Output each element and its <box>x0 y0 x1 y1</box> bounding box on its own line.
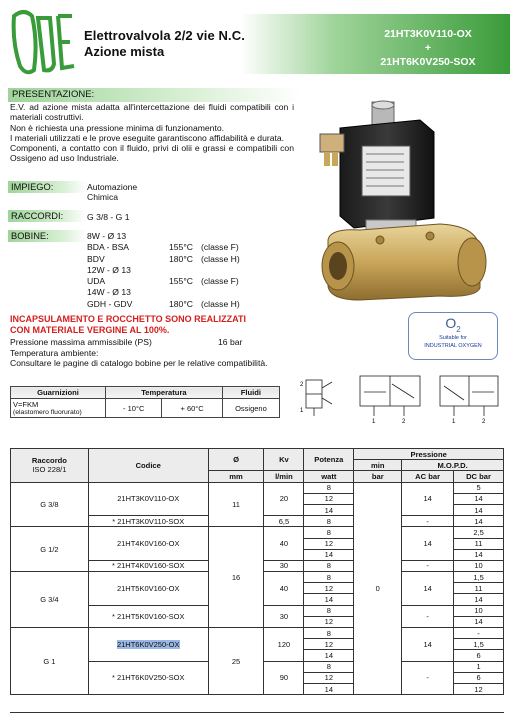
ac-bar-cell: 14 <box>402 628 454 662</box>
port-label: 2 <box>300 382 304 388</box>
codice-cell <box>88 572 208 606</box>
kv-cell: 40 <box>264 572 304 606</box>
dc-bar-cell: 14 <box>454 594 504 605</box>
label-impiego: IMPIEGO: <box>8 181 86 193</box>
coil-row <box>87 254 307 265</box>
max-pressure-value: 16 bar <box>218 337 243 347</box>
materials-row <box>11 399 280 418</box>
solenoid-valve-image <box>310 100 500 310</box>
col-mopd: M.O.P.D. <box>402 460 504 471</box>
watt-cell: 8 <box>304 628 354 639</box>
col-kv: Kv <box>264 449 304 471</box>
dc-bar-cell: 14 <box>454 549 504 560</box>
valve-schematic <box>292 368 504 424</box>
unit-mm: mm <box>208 471 264 482</box>
section-heading-presentazione: PRESENTAZIONE: <box>8 88 302 102</box>
watt-cell: 8 <box>304 572 354 583</box>
max-pressure-label: Pressione massima ammissibile (PS) <box>10 337 152 347</box>
table-row <box>11 628 504 639</box>
coil-name: GDH - GDV <box>87 298 133 309</box>
codice-cell <box>88 560 208 571</box>
dc-bar-cell: 1,5 <box>454 639 504 650</box>
seal-code: V=FKM <box>13 400 39 409</box>
models-table <box>10 448 504 695</box>
oxygen-symbol <box>409 315 497 334</box>
watt-cell: 8 <box>304 605 354 616</box>
max-pressure-row <box>10 337 310 348</box>
temp-min: - 10°C <box>106 399 162 418</box>
product-code-1: 21HT3K0V110-OX <box>384 28 472 40</box>
dc-bar-cell: 11 <box>454 538 504 549</box>
kv-cell: 30 <box>264 560 304 571</box>
seal-desc: (elastomero fluorurato) <box>13 409 82 416</box>
watt-cell: 8 <box>304 560 354 571</box>
port-label: 1 <box>372 419 376 424</box>
coil-temp <box>169 287 201 298</box>
material-warning <box>10 314 310 336</box>
pressure-info <box>10 337 310 369</box>
min-pressure-cell: 0 <box>354 482 402 695</box>
table-row <box>11 527 504 538</box>
coil-name: BDA - BSA <box>87 242 130 253</box>
coil-class <box>201 287 301 298</box>
unit-bar: bar <box>354 471 402 482</box>
codice-cell <box>88 661 208 695</box>
port-label: 1 <box>300 408 304 414</box>
dc-bar-cell: 10 <box>454 605 504 616</box>
dc-bar-cell: 2,5 <box>454 527 504 538</box>
codice-value: * 21HT4K0V160-SOX <box>111 561 185 571</box>
label-raccordi: RACCORDI: <box>8 210 86 222</box>
raccordo-cell: G 3/8 <box>11 482 89 527</box>
dc-bar-cell: 11 <box>454 583 504 594</box>
coil-class: (classe F) <box>201 242 239 253</box>
presentation-paragraph: E.V. ad azione mista adatta all'intercettazione dei fluidi compatibili con i materiali costruttivi. <box>10 102 294 123</box>
watt-cell: 14 <box>304 683 354 694</box>
presentation-text <box>10 102 294 164</box>
watt-cell: 14 <box>304 549 354 560</box>
dc-bar-cell: 6 <box>454 672 504 683</box>
dc-bar-cell: - <box>454 628 504 639</box>
dc-bar-cell: 14 <box>454 493 504 504</box>
ac-bar-cell: - <box>402 516 454 527</box>
kv-cell: 40 <box>264 527 304 561</box>
kv-cell: 90 <box>264 661 304 695</box>
col-pressione: Pressione <box>354 449 504 460</box>
models-table-body <box>11 482 504 695</box>
footer-rule <box>10 712 504 713</box>
dc-bar-cell: 10 <box>454 560 504 571</box>
dc-bar-cell: 14 <box>454 616 504 627</box>
watt-cell: 8 <box>304 482 354 493</box>
watt-cell: 8 <box>304 516 354 527</box>
raccordo-title: Raccordo <box>31 456 67 466</box>
diam-cell: 25 <box>208 628 264 695</box>
coil-row <box>87 231 307 242</box>
watt-cell: 14 <box>304 504 354 515</box>
warning-line: INCAPSULAMENTO E ROCCHETTO SONO REALIZZATI <box>10 314 247 324</box>
watt-cell: 12 <box>304 583 354 594</box>
col-temperatura: Temperatura <box>106 387 223 399</box>
dc-bar-cell: 5 <box>454 482 504 493</box>
codice-cell <box>88 516 208 527</box>
coil-row <box>87 299 307 310</box>
watt-cell: 14 <box>304 594 354 605</box>
impiego-value: Automazione <box>87 182 138 192</box>
table-row <box>11 482 504 493</box>
diam-cell: 11 <box>208 482 264 527</box>
coil-name: BDV <box>87 253 105 264</box>
raccordi-value: G 3/8 - G 1 <box>87 212 130 222</box>
oxygen-letter: O <box>445 315 457 331</box>
diam-cell: 16 <box>208 527 264 628</box>
header-row-1 <box>11 449 504 460</box>
port-label: 2 <box>402 419 406 424</box>
col-diam: Ø <box>208 449 264 471</box>
oxygen-subscript: 2 <box>456 324 461 334</box>
coil-row <box>87 242 307 253</box>
dc-bar-cell: 1 <box>454 661 504 672</box>
col-potenza: Potenza <box>304 449 354 471</box>
codice-cell <box>88 527 208 561</box>
seal-cell <box>11 399 106 418</box>
ac-bar-cell: 14 <box>402 527 454 561</box>
oxygen-badge-line2: INDUSTRIAL OXYGEN <box>424 343 482 349</box>
coil-class <box>201 265 301 276</box>
coil-name: 8W - Ø 13 <box>87 231 127 241</box>
col-min: min <box>354 460 402 471</box>
ambient-temp-label: Temperatura ambiente: <box>10 347 99 358</box>
product-code-2: 21HT6K0V250-SOX <box>380 56 476 68</box>
presentation-paragraph: Non è richiesta una pressione minima di funzionamento. <box>10 122 225 133</box>
warning-line: CON MATERIALE VERGINE AL 100%. <box>10 325 170 335</box>
coil-row <box>87 265 307 276</box>
col-fluidi: Fluidi <box>222 387 279 399</box>
unit-ac-bar: AC bar <box>402 471 454 482</box>
unit-dc-bar: DC bar <box>454 471 504 482</box>
kv-cell: 120 <box>264 628 304 662</box>
coil-temp <box>169 265 201 276</box>
dc-bar-cell: 14 <box>454 516 504 527</box>
port-label: 2 <box>482 419 486 424</box>
coil-name: UDA <box>87 276 106 287</box>
col-codice: Codice <box>88 449 208 483</box>
dc-bar-cell: 12 <box>454 683 504 694</box>
temp-max: + 60°C <box>162 399 222 418</box>
coil-temp: 180°C <box>169 253 193 264</box>
codice-value: 21HT3K0V110-OX <box>117 494 180 504</box>
ac-bar-cell: 14 <box>402 482 454 516</box>
coil-catalog-note: Consultare le pagine di catalogo bobine per le relative compatibilità. <box>10 358 268 368</box>
ac-bar-cell: 14 <box>402 572 454 606</box>
dc-bar-cell: 1,5 <box>454 572 504 583</box>
watt-cell: 8 <box>304 661 354 672</box>
coil-class: (classe H) <box>201 253 240 264</box>
unit-watt: watt <box>304 471 354 482</box>
codice-value: * 21HT6K0V250-SOX <box>111 673 185 683</box>
ac-bar-cell: - <box>402 560 454 571</box>
watt-cell: 12 <box>304 538 354 549</box>
materials-header-row <box>11 387 280 399</box>
codice-cell <box>88 482 208 516</box>
watt-cell: 12 <box>304 639 354 650</box>
materials-table <box>10 386 280 418</box>
raccordo-cell: G 1/2 <box>11 527 89 572</box>
coil-class <box>201 231 301 242</box>
product-title: Elettrovalvola 2/2 vie N.C. <box>84 28 245 43</box>
raccordo-subtitle: ISO 228/1 <box>32 465 67 475</box>
kv-cell: 6,5 <box>264 516 304 527</box>
presentation-paragraph: Componenti, a contatto con il fluido, privi di olii e grassi e compatibili con Ossigeno ad uso Industriale. <box>10 143 294 164</box>
watt-cell: 12 <box>304 616 354 627</box>
coil-class: (classe F) <box>201 276 239 287</box>
fluid-value: Ossigeno <box>222 399 279 418</box>
coil-class: (classe H) <box>201 298 240 309</box>
col-raccordo <box>11 449 89 483</box>
raccordo-cell: G 1 <box>11 628 89 695</box>
impiego-value: Chimica <box>87 192 119 203</box>
codice-value: 21HT6K0V250-OX <box>116 639 180 649</box>
oxygen-badge-line1: Suitable for <box>439 335 467 341</box>
coil-temp: 180°C <box>169 298 193 309</box>
watt-cell: 14 <box>304 650 354 661</box>
product-subtitle: Azione mista <box>84 44 165 59</box>
codice-value: * 21HT5K0V160-SOX <box>111 611 185 621</box>
coil-name: 12W - Ø 13 <box>87 264 131 275</box>
coil-temp: 155°C <box>169 242 193 253</box>
bobine-list <box>87 231 307 310</box>
product-code-plus: + <box>424 42 432 54</box>
ac-bar-cell: - <box>402 661 454 695</box>
codice-value: 21HT5K0V160-OX <box>116 583 180 593</box>
oxygen-badge <box>408 312 498 360</box>
coil-name: 14W - Ø 13 <box>87 287 131 298</box>
codice-value: * 21HT3K0V110-SOX <box>112 516 185 526</box>
dc-bar-cell: 14 <box>454 504 504 515</box>
watt-cell: 12 <box>304 672 354 683</box>
coil-temp: 155°C <box>169 276 193 287</box>
label-bobine: BOBINE: <box>8 230 86 242</box>
port-label: 1 <box>452 419 456 424</box>
ac-bar-cell: - <box>402 605 454 627</box>
presentation-paragraph: I materiali utilizzati e le prove eseguite garantiscono affidabilità e durata. <box>10 132 285 143</box>
codice-value: 21HT4K0V160-OX <box>116 539 180 549</box>
col-guarnizioni: Guarnizioni <box>11 387 106 399</box>
codice-cell <box>88 605 208 627</box>
unit-lmin: l/min <box>264 471 304 482</box>
coil-row <box>87 287 307 298</box>
ode-logo <box>8 6 78 78</box>
watt-cell: 12 <box>304 493 354 504</box>
kv-cell: 30 <box>264 605 304 627</box>
coil-row <box>87 276 307 287</box>
dc-bar-cell: 6 <box>454 650 504 661</box>
impiego-values <box>87 182 137 203</box>
kv-cell: 20 <box>264 482 304 516</box>
codice-cell <box>88 628 208 662</box>
coil-temp <box>169 231 201 242</box>
raccordo-cell: G 3/4 <box>11 572 89 628</box>
watt-cell: 8 <box>304 527 354 538</box>
